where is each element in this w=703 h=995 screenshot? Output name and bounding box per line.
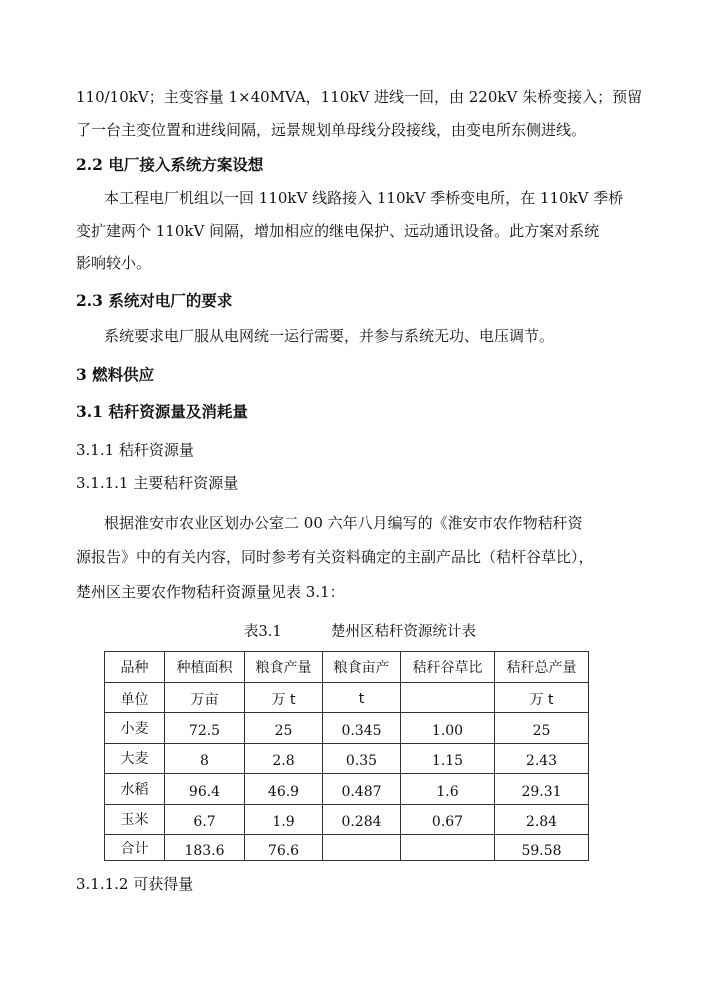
table-cell: 25: [245, 713, 323, 744]
table-cell: 0.487: [323, 774, 401, 805]
table-cell: 万 t: [495, 682, 589, 713]
table-cell: [401, 682, 495, 713]
table-cell: [323, 835, 401, 861]
paragraph-line: 了一台主变位置和进线间隔，远景规划单母线分段接线，由变电所东侧进线。: [76, 121, 587, 139]
table-cell: 2.84: [495, 804, 589, 835]
table-cell: 万亩: [165, 682, 245, 713]
paragraph-line: 影响较小。: [76, 254, 152, 272]
paragraph-line: 110/10kV；主变容量 1×40MVA，110kV 进线一回，由 220kV 朱桥变接入；预留: [76, 88, 643, 106]
table-row: [105, 743, 589, 774]
table-cell: 2.8: [245, 743, 323, 774]
table-header-cell: 种植面积: [165, 652, 245, 683]
table-total-row: [105, 835, 589, 861]
table-header-cell: 粮食亩产: [323, 652, 401, 683]
table-cell: 1.15: [401, 743, 495, 774]
section-heading-2-3: 2.3 系统对电厂的要求: [76, 291, 233, 310]
section-heading-3: 3 燃料供应: [76, 365, 155, 384]
paragraph-line: 系统要求电厂服从电网统一运行需要，并参与系统无功、电压调节。: [104, 327, 555, 345]
table-cell: 72.5: [165, 713, 245, 744]
table-header-cell: 秸秆谷草比: [401, 652, 495, 683]
table-cell: 0.284: [323, 804, 401, 835]
paragraph-line: 源报告》中的有关内容，同时参考有关资料确定的主副产品比（秸杆谷草比），: [76, 548, 594, 566]
table-cell: 0.345: [323, 713, 401, 744]
section-heading-2-2: 2.2 电厂接入系统方案设想: [76, 155, 264, 174]
table-cell: 合计: [105, 835, 165, 861]
table-cell: 29.31: [495, 774, 589, 805]
section-heading-3-1-1-1: 3.1.1.1 主要秸秆资源量: [76, 474, 239, 492]
table-cell: 单位: [105, 682, 165, 713]
straw-resource-table: [104, 651, 589, 861]
table-row: [105, 774, 589, 805]
table-cell: 8: [165, 743, 245, 774]
table-header-cell: 品种: [105, 652, 165, 683]
table-header-cell: 粮食产量: [245, 652, 323, 683]
paragraph-line: 根据淮安市农业区划办公室二 00 六年八月编写的《淮安市农作物秸秆资: [104, 514, 583, 532]
table-cell: 1.9: [245, 804, 323, 835]
table-cell: 59.58: [495, 835, 589, 861]
section-heading-3-1-1-2: 3.1.1.2 可获得量: [76, 875, 194, 893]
table-cell: 0.35: [323, 743, 401, 774]
paragraph-line: 变扩建两个 110kV 间隔，增加相应的继电保护、远动通讯设备。此方案对系统: [76, 222, 600, 240]
table-header-row: [105, 652, 589, 683]
table-cell: t: [323, 682, 401, 713]
table-cell: 183.6: [165, 835, 245, 861]
table-cell: 1.00: [401, 713, 495, 744]
table-row: [105, 804, 589, 835]
table-cell: 0.67: [401, 804, 495, 835]
table-cell: 1.6: [401, 774, 495, 805]
table-cell: 96.4: [165, 774, 245, 805]
table-caption-title: 楚州区秸秆资源统计表: [331, 624, 476, 640]
table-caption-number: 表3.1: [244, 624, 282, 640]
table-cell: 25: [495, 713, 589, 744]
section-heading-3-1-1: 3.1.1 秸秆资源量: [76, 441, 194, 459]
table-cell: 大麦: [105, 743, 165, 774]
table-unit-row: [105, 682, 589, 713]
table-cell: 水稻: [105, 774, 165, 805]
table-cell: 6.7: [165, 804, 245, 835]
table-row: [105, 713, 589, 744]
table-cell: 2.43: [495, 743, 589, 774]
table-cell: 玉米: [105, 804, 165, 835]
paragraph-line: 楚州区主要农作物秸秆资源量见表 3.1：: [76, 583, 345, 601]
table-header-cell: 秸秆总产量: [495, 652, 589, 683]
table-cell: 小麦: [105, 713, 165, 744]
table-cell: 万 t: [245, 682, 323, 713]
paragraph-line: 本工程电厂机组以一回 110kV 线路接入 110kV 季桥变电所，在 110kV 季桥: [104, 189, 624, 207]
section-heading-3-1: 3.1 秸秆资源量及消耗量: [76, 402, 248, 421]
table-cell: 76.6: [245, 835, 323, 861]
table-cell: [401, 835, 495, 861]
table-cell: 46.9: [245, 774, 323, 805]
